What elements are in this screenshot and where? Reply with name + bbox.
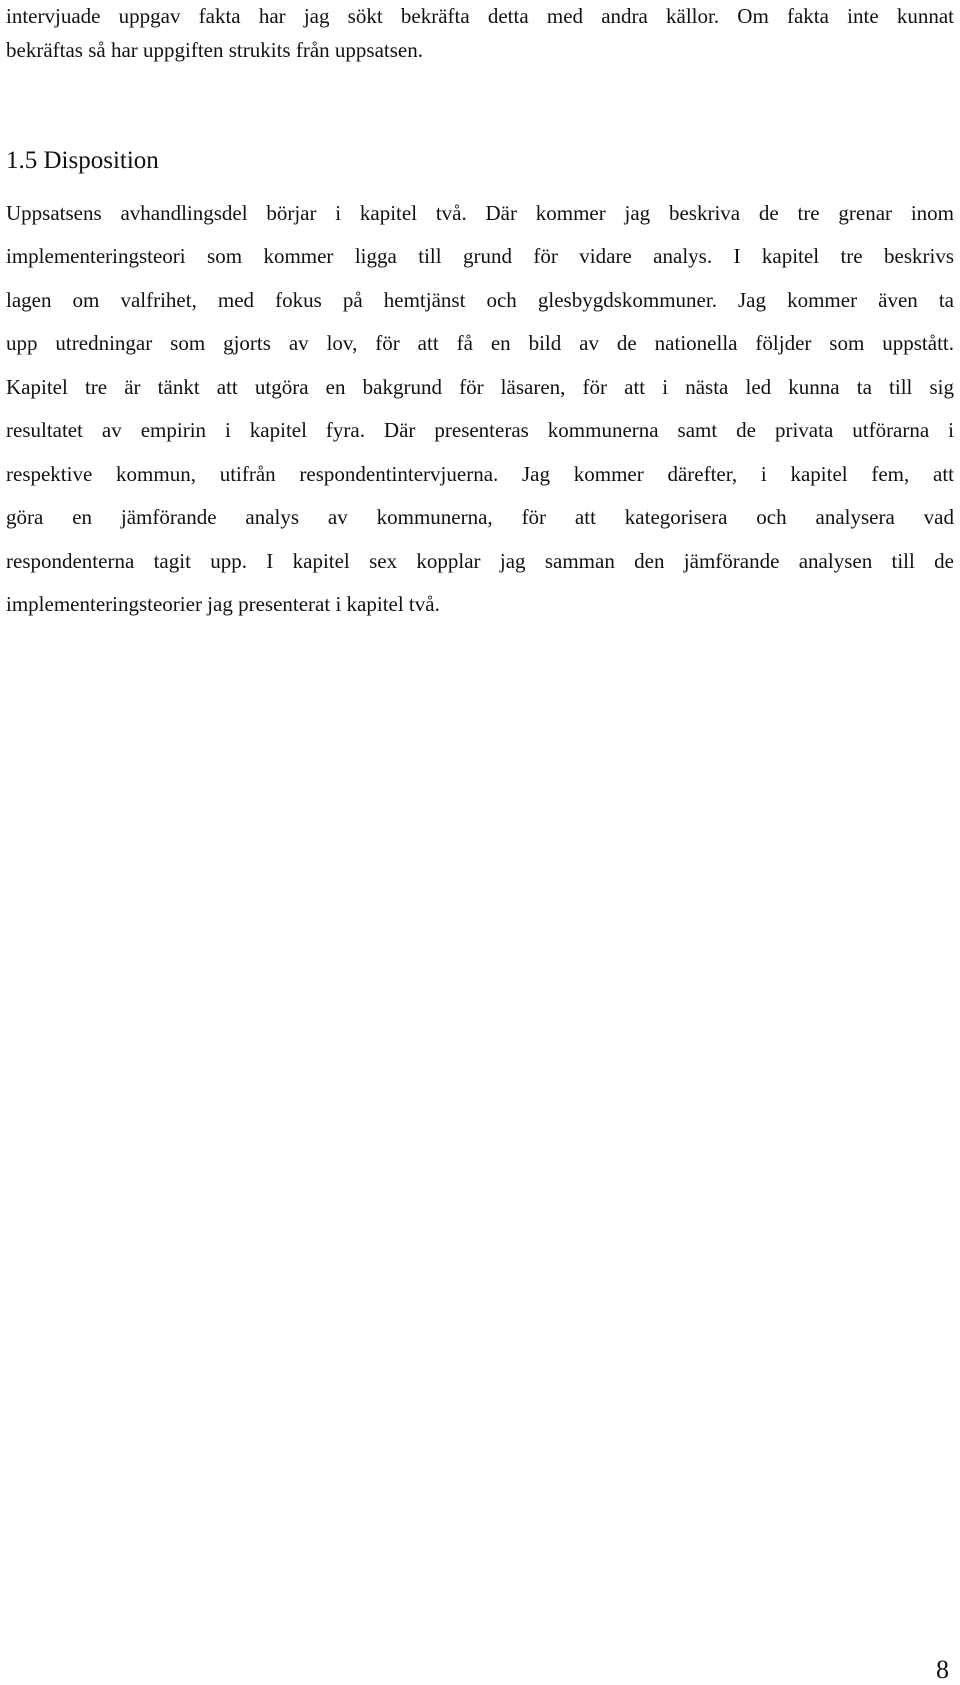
body-line-1: Uppsatsens avhandlingsdel börjar i kapitel två. Där kommer jag beskriva de tre grenar inom [6, 201, 954, 225]
body-line-9: respondenterna tagit upp. I kapitel sex kopplar jag samman den jämförande analysen till de [6, 549, 954, 573]
body-line-10: implementeringsteorier jag presenterat i kapitel två. [6, 592, 440, 616]
body-line-5: Kapitel tre är tänkt att utgöra en bakgrund för läsaren, för att i nästa led kunna ta till sig [6, 375, 954, 399]
body-line-7: respektive kommun, utifrån respondentintervjuerna. Jag kommer därefter, i kapitel fem, att [6, 462, 954, 486]
body-line-3: lagen om valfrihet, med fokus på hemtjänst och glesbygdskommuner. Jag kommer även ta [6, 288, 954, 312]
body-line-2: implementeringsteori som kommer ligga till grund för vidare analys. I kapitel tre beskrivs [6, 244, 954, 268]
body-line-8: göra en jämförande analys av kommunerna, för att kategorisera och analysera vad [6, 505, 954, 529]
body-line-4: upp utredningar som gjorts av lov, för att få en bild av de nationella följder som uppstått. [6, 331, 954, 355]
intro-line-2: bekräftas så har uppgiften strukits från uppsatsen. [6, 38, 423, 62]
page-number: 8 [936, 1655, 949, 1684]
intro-line-1: intervjuade uppgav fakta har jag sökt bekräfta detta med andra källor. Om fakta inte kunnat [6, 4, 954, 28]
body-line-6: resultatet av empirin i kapitel fyra. Där presenteras kommunerna samt de privata utförarna i [6, 418, 954, 442]
section-heading: 1.5 Disposition [6, 147, 159, 174]
